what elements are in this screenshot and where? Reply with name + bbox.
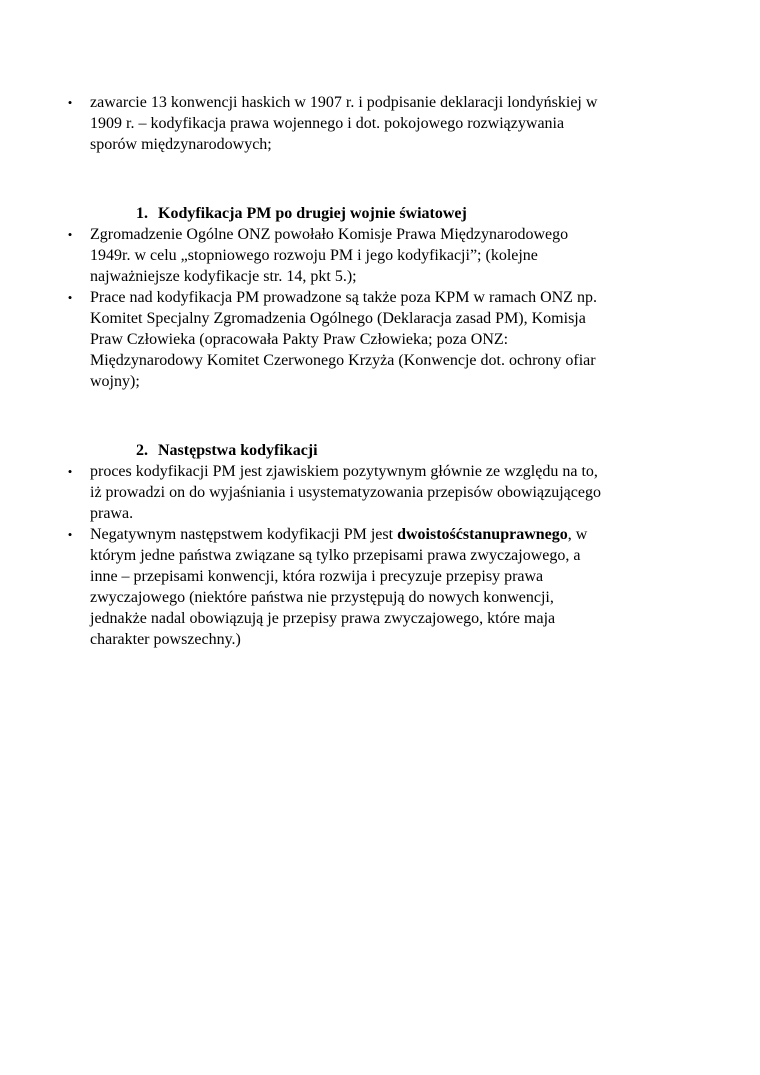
bullet-icon: • bbox=[67, 227, 73, 242]
list-item-line: Zgromadzenie Ogólne ONZ powołało Komisje Prawa Międzynarodowego bbox=[90, 226, 569, 243]
list-item-line: zawarcie 13 konwencji haskich w 1907 r. i podpisanie deklaracji londyńskiej w bbox=[90, 94, 598, 111]
list-item-line: iż prowadzi on do wyjaśniania i usystematyzowania przepisów obowiązującego bbox=[90, 484, 601, 501]
list-item bbox=[67, 287, 680, 392]
list-item-line: którym jedne państwa związane są tylko przepisami prawa zwyczajowego, a bbox=[90, 547, 581, 564]
emphasized-term: dwoistośćstanuprawnego bbox=[397, 526, 568, 543]
list-item-line: sporów międzynarodowych; bbox=[90, 136, 272, 153]
section-2-list bbox=[67, 461, 680, 650]
list-item-line: Komitet Specjalny Zgromadzenia Ogólnego (Deklaracja zasad PM), Komisja bbox=[90, 310, 586, 327]
list-item-line bbox=[90, 524, 680, 545]
list-item bbox=[67, 524, 680, 650]
section-number: 2. bbox=[136, 442, 148, 459]
bullet-icon: • bbox=[67, 95, 73, 110]
list-item-line: Międzynarodowy Komitet Czerwonego Krzyża (Konwencje dot. ochrony ofiar bbox=[90, 352, 596, 369]
list-item-line: prawa. bbox=[90, 505, 134, 522]
list-item-line: proces kodyfikacji PM jest zjawiskiem pozytywnym głównie ze względu na to, bbox=[90, 463, 598, 480]
section-heading-1 bbox=[136, 203, 467, 224]
section-heading-2 bbox=[136, 440, 318, 461]
list-item-line: charakter powszechny.) bbox=[90, 631, 241, 648]
list-item-line: inne – przepisami konwencji, która rozwija i precyzuje przepisy prawa bbox=[90, 568, 544, 585]
section-title: Kodyfikacja PM po drugiej wojnie światowej bbox=[158, 205, 467, 222]
list-item bbox=[67, 461, 680, 524]
list-item-text: , w bbox=[567, 526, 588, 543]
section-title: Następstwa kodyfikacji bbox=[158, 442, 318, 459]
list-item-line: 1949r. w celu „stopniowego rozwoju PM i jego kodyfikacji”; (kolejne bbox=[90, 247, 538, 264]
section-number: 1. bbox=[136, 205, 148, 222]
list-item-line: jednakże nadal obowiązują je przepisy prawa zwyczajowego, które maja bbox=[90, 610, 556, 627]
list-item bbox=[67, 92, 680, 155]
section-1-list bbox=[67, 224, 680, 392]
intro-list bbox=[67, 92, 680, 155]
list-item-line: Praw Człowieka (opracowała Pakty Praw Człowieka; poza ONZ: bbox=[90, 331, 509, 348]
bullet-icon: • bbox=[67, 464, 73, 479]
list-item-line: wojny); bbox=[90, 373, 140, 390]
list-item-line: Prace nad kodyfikacja PM prowadzone są także poza KPM w ramach ONZ np. bbox=[90, 289, 597, 306]
list-item-text: Negatywnym następstwem kodyfikacji PM jest bbox=[90, 526, 398, 543]
list-item-line: najważniejsze kodyfikacje str. 14, pkt 5.); bbox=[90, 268, 357, 285]
bullet-icon: • bbox=[67, 527, 73, 542]
list-item-line: 1909 r. – kodyfikacja prawa wojennego i dot. pokojowego rozwiązywania bbox=[90, 115, 565, 132]
list-item bbox=[67, 224, 680, 287]
list-item-line: zwyczajowego (niektóre państwa nie przystępują do nowych konwencji, bbox=[90, 589, 554, 606]
bullet-icon: • bbox=[67, 290, 73, 305]
